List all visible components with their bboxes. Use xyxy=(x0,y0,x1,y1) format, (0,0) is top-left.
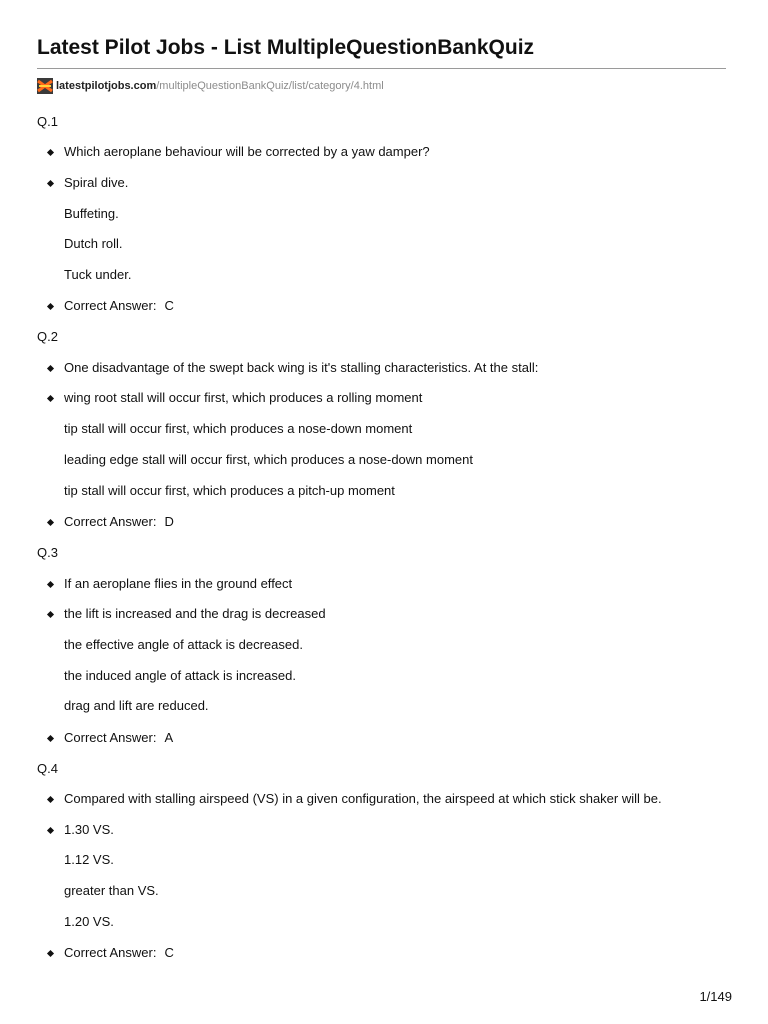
title-divider xyxy=(37,68,726,69)
option-text: Dutch roll. xyxy=(64,236,123,251)
bullet-icon xyxy=(47,795,54,802)
pilot-wings-logo-icon xyxy=(37,78,53,94)
source-line xyxy=(37,77,384,95)
answer-value: C xyxy=(164,298,174,313)
option-row xyxy=(47,175,128,191)
option-text: drag and lift are reduced. xyxy=(64,698,209,713)
source-path-link[interactable]: /multipleQuestionBankQuiz/list/category/4.html xyxy=(156,80,384,92)
question-text-row xyxy=(47,791,662,807)
answer-row xyxy=(47,514,174,530)
question-text-row xyxy=(47,360,538,376)
bullet-icon xyxy=(47,826,54,833)
page-number: 1/149 xyxy=(699,989,732,1004)
answer-label: Correct Answer: xyxy=(64,730,157,745)
option-text: Spiral dive. xyxy=(64,175,129,190)
option-text: greater than VS. xyxy=(64,883,159,898)
option-text: wing root stall will occur first, which produces a rolling moment xyxy=(64,390,423,405)
question-label: Q.3 xyxy=(37,545,58,560)
option-row xyxy=(47,822,114,838)
option-text: Tuck under. xyxy=(64,267,132,282)
question-label: Q.2 xyxy=(37,329,58,344)
option-text: leading edge stall will occur first, which produces a nose-down moment xyxy=(64,452,473,467)
question-text-row xyxy=(47,144,430,160)
answer-value: D xyxy=(164,514,174,529)
question-text: One disadvantage of the swept back wing is it's stalling characteristics. At the stall: xyxy=(64,360,539,375)
option-row xyxy=(47,390,422,406)
answer-row xyxy=(47,298,174,314)
answer-row xyxy=(47,945,174,961)
page-title: Latest Pilot Jobs - List MultipleQuestionBankQuiz xyxy=(37,36,535,59)
option-text: tip stall will occur first, which produces a pitch-up moment xyxy=(64,483,395,498)
option-text: tip stall will occur first, which produces a nose-down moment xyxy=(64,421,413,436)
bullet-icon xyxy=(47,179,54,186)
answer-value: A xyxy=(164,730,174,745)
bullet-icon xyxy=(47,302,54,309)
bullet-icon xyxy=(47,734,54,741)
question-label: Q.1 xyxy=(37,114,58,129)
bullet-icon xyxy=(47,364,54,371)
bullet-icon xyxy=(47,949,54,956)
question-label: Q.4 xyxy=(37,761,58,776)
answer-value: C xyxy=(164,945,174,960)
answer-label: Correct Answer: xyxy=(64,298,157,313)
option-text: 1.30 VS. xyxy=(64,822,114,837)
option-text: the induced angle of attack is increased. xyxy=(64,668,296,683)
bullet-icon xyxy=(47,610,54,617)
bullet-icon xyxy=(47,148,54,155)
question-text-row xyxy=(47,576,292,592)
question-text: Compared with stalling airspeed (VS) in a given configuration, the airspeed at which stick shaker will be. xyxy=(64,791,662,806)
option-text: 1.12 VS. xyxy=(64,852,114,867)
question-text: Which aeroplane behaviour will be corrected by a yaw damper? xyxy=(64,144,430,159)
source-domain-link[interactable]: latestpilotjobs.com xyxy=(56,80,157,92)
bullet-icon xyxy=(47,580,54,587)
bullet-icon xyxy=(47,518,54,525)
option-text: Buffeting. xyxy=(64,206,119,221)
bullet-icon xyxy=(47,394,54,401)
question-text: If an aeroplane flies in the ground effect xyxy=(64,576,293,591)
option-text: the lift is increased and the drag is decreased xyxy=(64,606,326,621)
answer-row xyxy=(47,730,173,746)
option-text: the effective angle of attack is decreased. xyxy=(64,637,303,652)
option-row xyxy=(47,606,326,622)
option-text: 1.20 VS. xyxy=(64,914,114,929)
answer-label: Correct Answer: xyxy=(64,945,157,960)
answer-label: Correct Answer: xyxy=(64,514,157,529)
